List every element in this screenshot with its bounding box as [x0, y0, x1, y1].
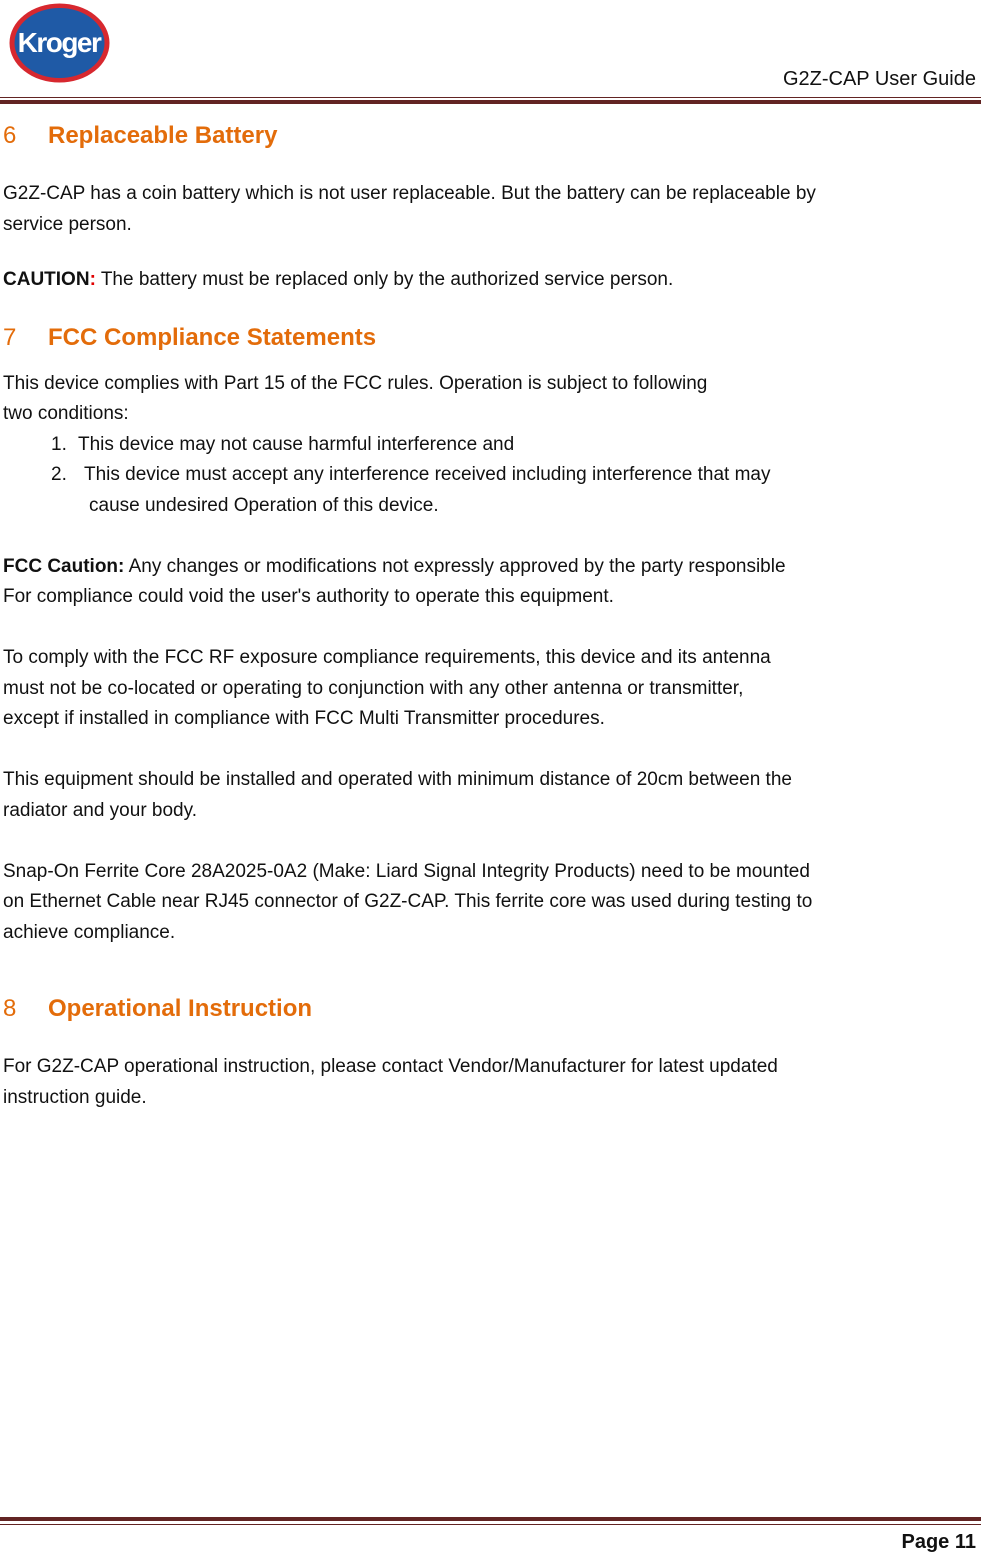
fcc-caution-line — [3, 555, 786, 579]
paragraph-line: instruction guide. — [3, 1087, 147, 1108]
section-8-heading — [3, 994, 312, 1024]
paragraph-line: For G2Z-CAP operational instruction, please contact Vendor/Manufacturer for latest updated — [3, 1056, 778, 1077]
header-title: G2Z-CAP User Guide — [782, 68, 976, 90]
section-number: 6 — [3, 122, 17, 149]
list-number: 2. — [51, 464, 67, 485]
fcc-caution-label: FCC Caution: — [3, 556, 125, 577]
footer-rule-thin — [0, 1524, 981, 1525]
list-item: cause undesired Operation of this device. — [89, 495, 439, 516]
caution-colon: : — [89, 269, 96, 290]
paragraph-line: This device complies with Part 15 of the FCC rules. Operation is subject to following — [3, 373, 708, 394]
header-rule-thin — [0, 97, 981, 98]
paragraph-line: except if installed in compliance with FCC Multi Transmitter procedures. — [3, 708, 605, 729]
paragraph-line: must not be co-located or operating to conjunction with any other antenna or transmitter, — [3, 678, 744, 699]
list-number: 1. — [51, 434, 67, 455]
footer-rule-thick — [0, 1517, 981, 1521]
caution-line — [3, 268, 673, 292]
paragraph-line: G2Z-CAP has a coin battery which is not user replaceable. But the battery can be replaceable by — [3, 183, 816, 204]
page-number: Page 11 — [901, 1531, 976, 1553]
fcc-caution-text: Any changes or modifications not expressly approved by the party responsible — [124, 556, 786, 577]
paragraph-line: Snap-On Ferrite Core 28A2025-0A2 (Make: Liard Signal Integrity Products) need to be mounted — [3, 861, 810, 882]
paragraph-line: two conditions: — [3, 403, 129, 424]
list-item: This device may not cause harmful interference and — [78, 434, 515, 455]
section-title: Replaceable Battery — [48, 122, 278, 149]
section-number: 7 — [3, 324, 17, 351]
caution-text: The battery must be replaced only by the authorized service person. — [95, 269, 674, 290]
paragraph-line: achieve compliance. — [3, 922, 176, 943]
section-number: 8 — [3, 995, 17, 1022]
kroger-logo — [8, 2, 111, 84]
section-title: FCC Compliance Statements — [48, 324, 377, 351]
list-item: This device must accept any interference received including interference that may — [84, 464, 771, 485]
section-7-heading — [3, 323, 376, 353]
paragraph-line: This equipment should be installed and operated with minimum distance of 20cm between the — [3, 769, 792, 790]
paragraph-line: service person. — [3, 214, 132, 235]
svg-text:Kroger: Kroger — [17, 27, 101, 58]
paragraph-line: on Ethernet Cable near RJ45 connector of G2Z-CAP. This ferrite core was used during testing to — [3, 891, 813, 912]
section-title: Operational Instruction — [48, 995, 313, 1022]
section-6-heading — [3, 121, 277, 151]
paragraph-line: To comply with the FCC RF exposure compliance requirements, this device and its antenna — [3, 647, 771, 668]
header-rule-thick — [0, 100, 981, 104]
paragraph-line: For compliance could void the user's authority to operate this equipment. — [3, 586, 614, 607]
caution-label: CAUTION — [3, 269, 90, 290]
paragraph-line: radiator and your body. — [3, 800, 197, 821]
